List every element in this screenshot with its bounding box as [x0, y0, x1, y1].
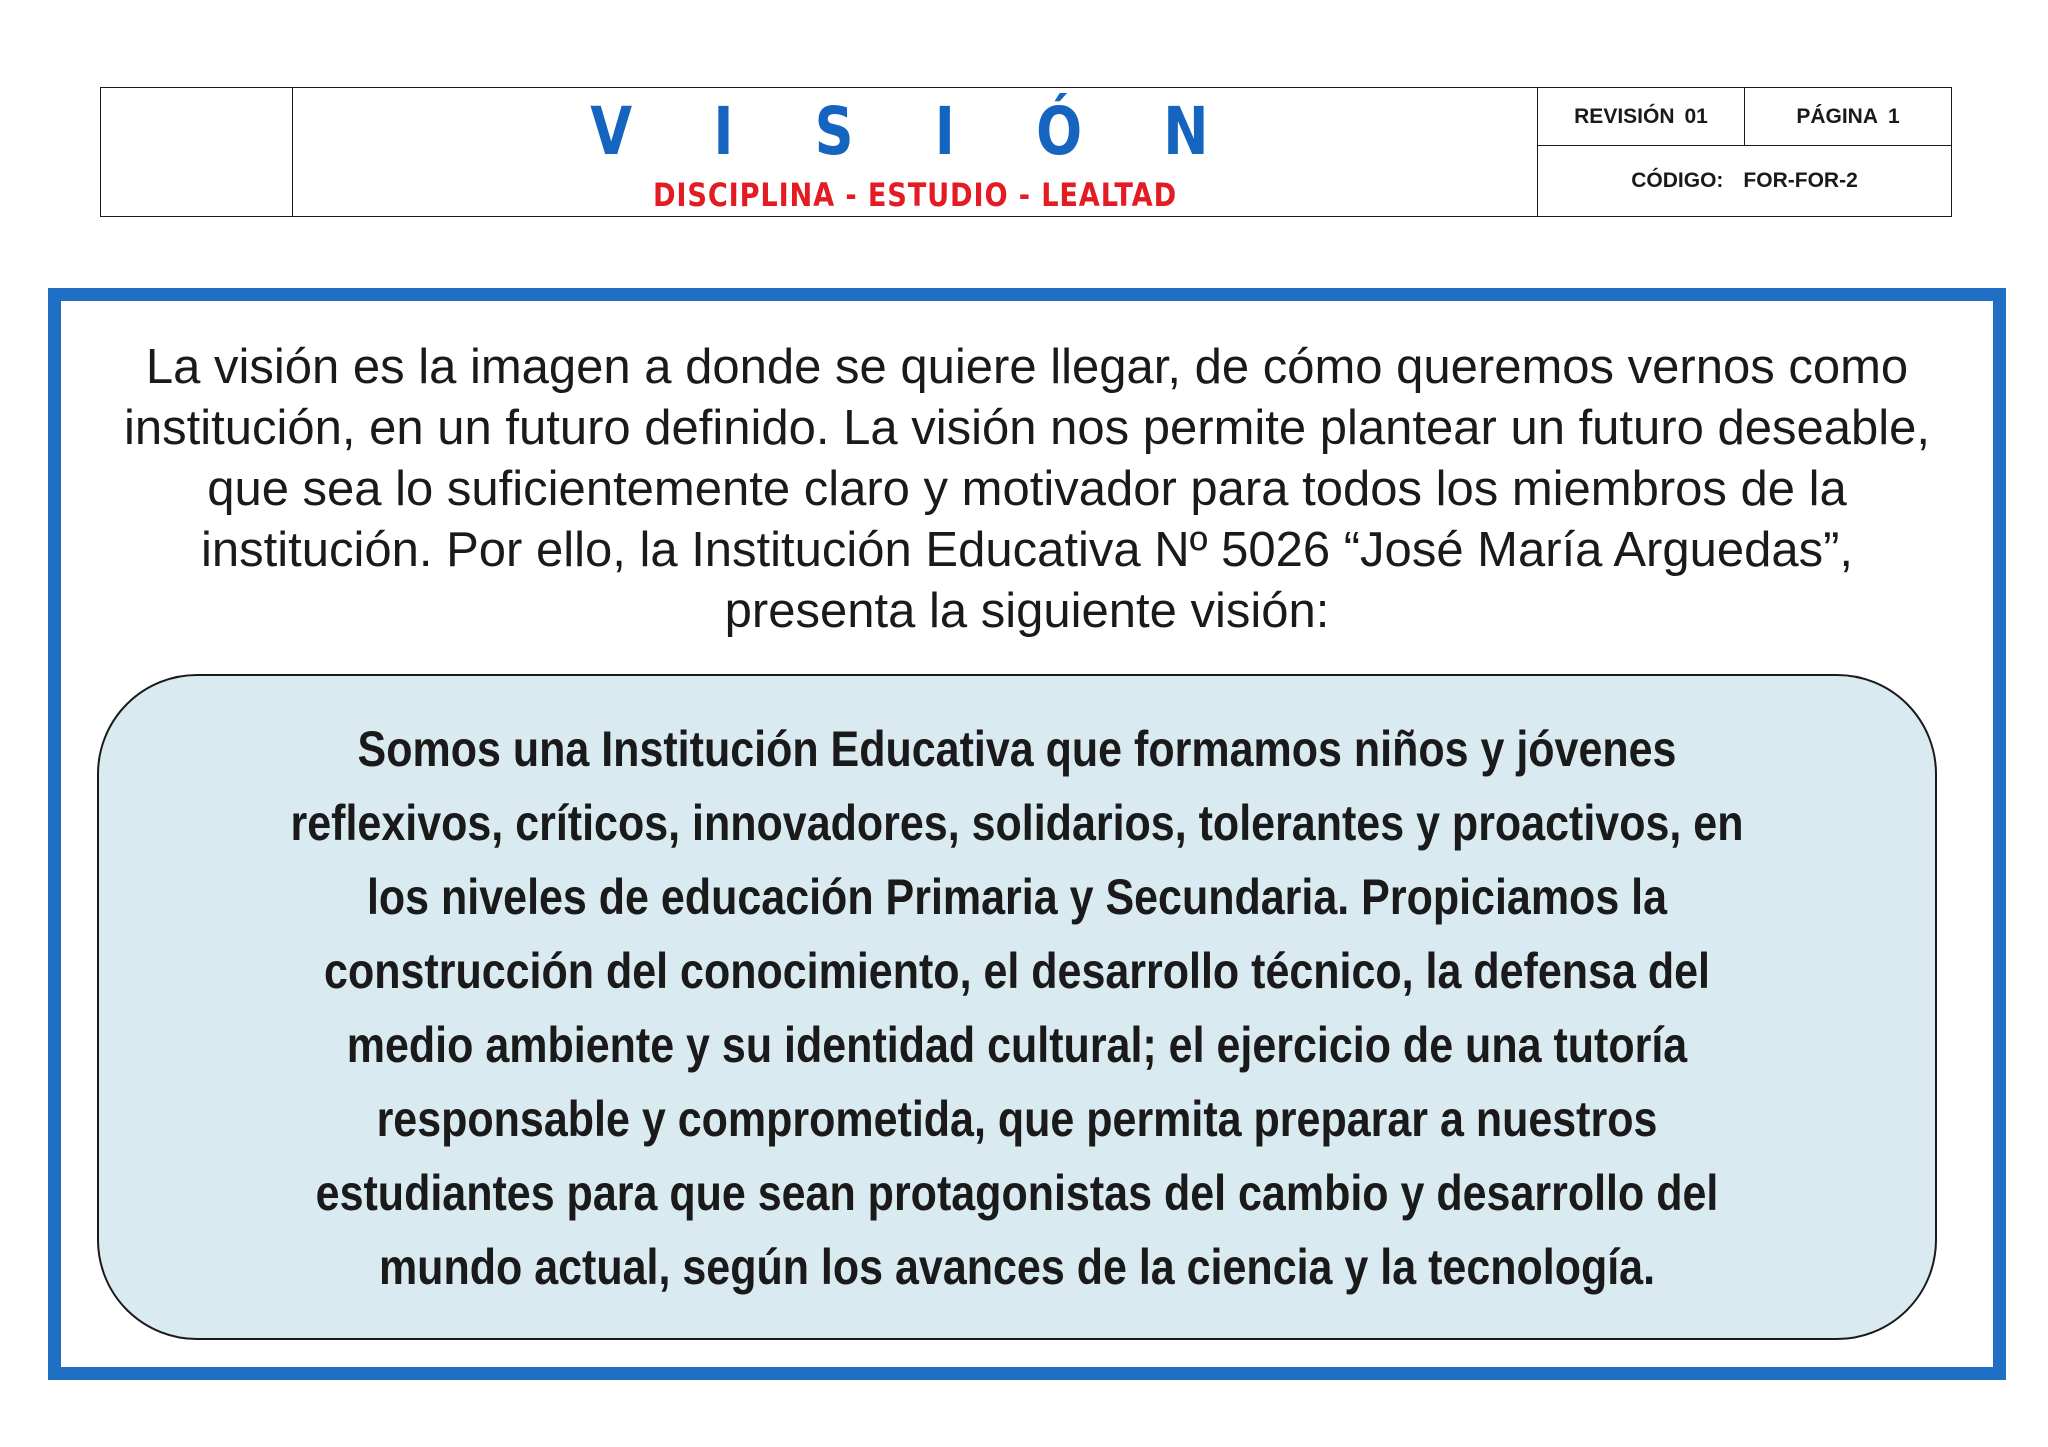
- vision-statement: Somos una Institución Educativa que formamos niños y jóvenes reflexivos, críticos, innovadores, solidarios, tolerantes y proactivos, en los niveles de educación Primaria y Secundaria. Propiciamos la construcción del conocimiento, el desarrollo técnico, la defensa del medio ambiente y su identidad cultural; el ejercicio de una tutoría responsable y comprometida, que permita preparar a nuestros estudiantes para que sean protagonistas del cambio y desarrollo del mundo actual, según los avances de la ciencia y la tecnología.: [290, 721, 1744, 1295]
- logo-cell: [101, 88, 293, 216]
- page-label: PÁGINA: [1796, 104, 1878, 128]
- document-header: [100, 87, 1952, 217]
- page-title: V I S I Ó N: [590, 93, 1240, 170]
- vision-statement-box: [97, 674, 1937, 1340]
- revision-field: [1538, 88, 1745, 145]
- meta-top-row: [1538, 88, 1951, 146]
- intro-paragraph: La visión es la imagen a donde se quiere llegar, de cómo queremos vernos como institución, en un futuro definido. La visión nos permite plantear un futuro deseable, que sea lo suficientemente claro y motivador para todos los miembros de la institución. Por ello, la Institución Educativa Nº 5026 “José María Arguedas”, presenta la siguiente visión:: [124, 340, 1930, 638]
- page-value: 1: [1888, 104, 1900, 128]
- meta-cell: [1538, 88, 1951, 216]
- content-frame: [48, 288, 2006, 1380]
- page-field: [1745, 88, 1951, 145]
- revision-value: 01: [1684, 104, 1708, 128]
- revision-label: REVISIÓN: [1574, 104, 1675, 128]
- code-value: FOR-FOR-2: [1743, 169, 1858, 192]
- motto: DISCIPLINA - ESTUDIO - LEALTAD: [652, 176, 1178, 214]
- code-field: [1538, 146, 1951, 216]
- title-cell: [293, 88, 1538, 216]
- code-label: CÓDIGO:: [1631, 169, 1724, 192]
